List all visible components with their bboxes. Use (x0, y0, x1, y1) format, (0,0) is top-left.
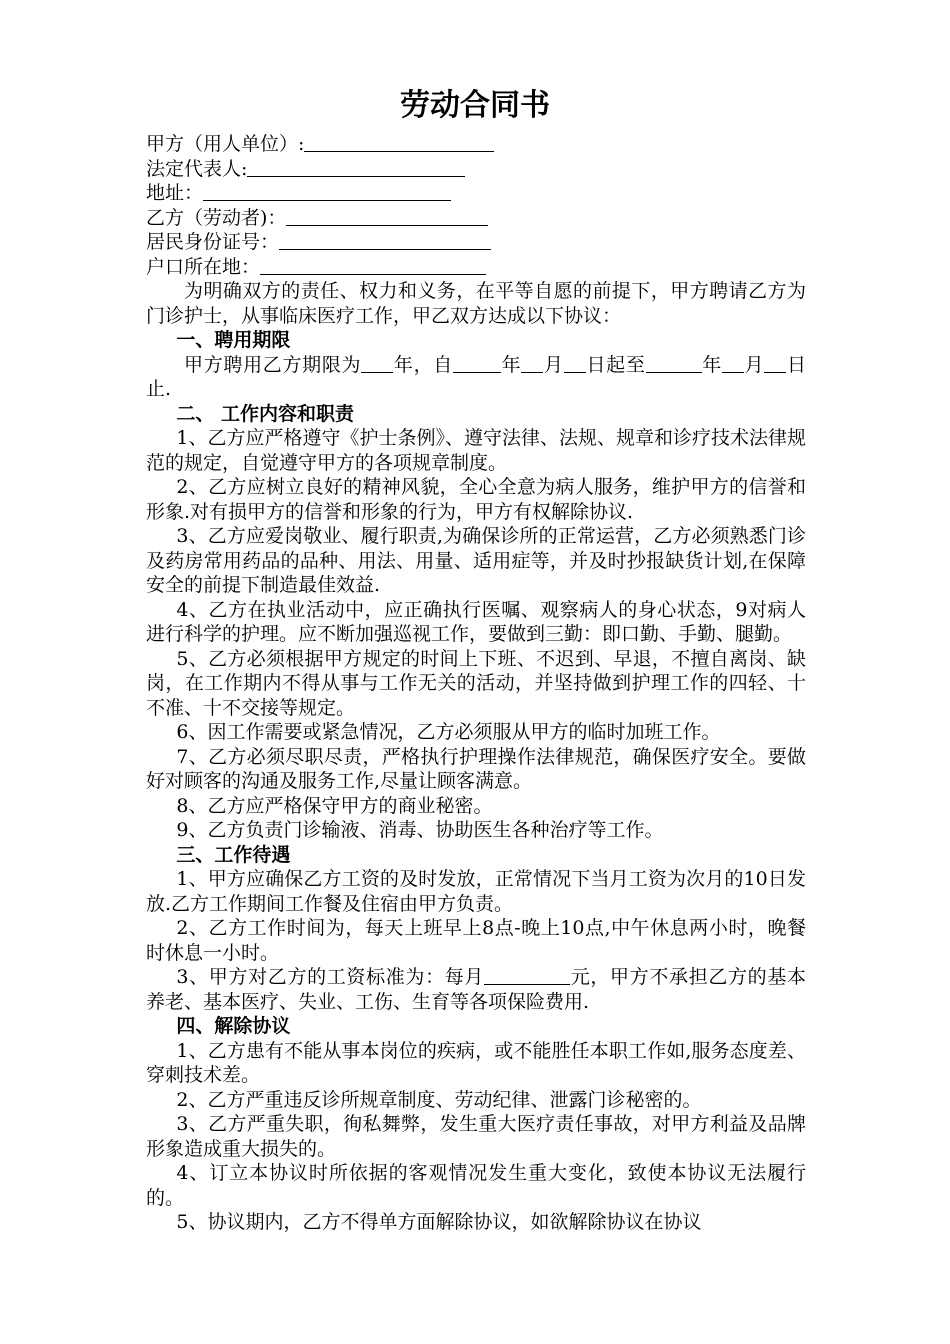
field-label: 甲方（用人单位）: (146, 133, 305, 155)
field-label: 居民身份证号： (146, 231, 280, 253)
compensation-item: 2、乙方工作时间为，每天上班早上8点-晚上10点,中午休息两小时，晚餐时休息一小时。 (146, 917, 806, 964)
text-run: 月 (743, 353, 765, 376)
term-paragraph (146, 353, 806, 402)
field-party-b (146, 206, 806, 231)
field-label: 户口所在地： (146, 255, 261, 278)
duty-item: 6、因工作需要或紧急情况，乙方必须服从甲方的临时加班工作。 (176, 721, 721, 743)
termination-item: 3、乙方严重失职，徇私舞弊，发生重大医疗责任事故，对甲方利益及品牌形象造成重大损失的。 (146, 1113, 806, 1160)
text-run: 年 (500, 353, 522, 376)
field-id-number (146, 230, 806, 255)
blank-line (279, 231, 491, 250)
blank-line (260, 256, 486, 275)
duty-item: 2、乙方应树立良好的精神风貌，全心全意为病人服务，维护甲方的信誉和形象.对有损甲方的信誉和形象的行为，甲方有权解除协议. (146, 476, 806, 523)
text-run: 日起至 (585, 353, 646, 376)
field-legal-rep (146, 157, 806, 182)
blank-line (304, 133, 494, 152)
termination-item: 2、乙方严重违反诊所规章制度、劳动纪律、泄露门诊秘密的。 (176, 1088, 702, 1111)
field-hukou (146, 255, 806, 280)
duty-item: 1、乙方应严格遵守《护士条例》、遵守法律、法规、规章和诊疗技术法律规范的规定，自觉遵守甲方的各项规章制度。 (146, 427, 806, 474)
duty-item: 8、乙方应严格保守甲方的商业秘密。 (176, 794, 493, 817)
compensation-item: 1、甲方应确保乙方工资的及时发放，正常情况下当月工资为次月的10日发放.乙方工作期间工作餐及住宿由甲方负责。 (146, 868, 806, 915)
duty-item: 7、乙方必须尽职尽责，严格执行护理操作法律规范，确保医疗安全。要做好对顾客的沟通及服务工作,尽量让顾客满意。 (146, 745, 806, 792)
blank-line (722, 354, 744, 373)
blank-line (764, 354, 786, 373)
duty-item: 5、乙方必须根据甲方规定的时间上下班、不迟到、早退，不擅自离岗、缺岗，在工作期内不得从事与工作无关的活动，并坚持做到护理工作的四轻、十不准、十不交接等规定。 (146, 647, 806, 719)
section-heading-compensation: 三、工作待遇 (176, 843, 291, 866)
field-label: 乙方（劳动者)： (146, 206, 287, 229)
blank-line (453, 354, 501, 373)
text-run: 元，甲方不承担乙方的基本养老、基本医疗、失业、工伤、生育等各项保险费用. (146, 966, 806, 1013)
section-heading-term: 一、聘用期限 (176, 329, 291, 351)
termination-item: 1、乙方患有不能从事本岗位的疾病，或不能胜任本职工作如,服务态度差、穿刺技术差。 (146, 1039, 806, 1086)
field-label: 法定代表人: (146, 157, 248, 180)
blank-line (564, 354, 586, 373)
blank-line (361, 354, 393, 373)
text-run: 年，自 (393, 353, 453, 376)
section-heading-termination: 四、解除协议 (176, 1015, 291, 1037)
duty-item: 9、乙方负责门诊输液、消毒、协助医生各种治疗等工作。 (176, 819, 664, 841)
salary-blank-line (484, 966, 570, 985)
document-body (146, 132, 806, 1235)
blank-line (203, 182, 451, 201)
blank-line (247, 158, 465, 177)
duty-item: 3、乙方应爱岗敬业、履行职责,为确保诊所的正常运营，乙方必须熟悉门诊及药房常用药品的品种、用法、用量、适用症等，并及时抄报缺货计划,在保障安全的前提下制造最佳效益. (146, 525, 806, 596)
termination-item: 5、协议期内，乙方不得单方面解除协议，如欲解除协议在协议 (176, 1211, 702, 1233)
document-title: 劳动合同书 (400, 88, 550, 123)
duty-item: 4、乙方在执业活动中，应正确执行医嘱、观察病人的身心状态，9对病人进行科学的护理。应不断加强巡视工作，要做到三勤：即口勤、手勤、腿勤。 (146, 598, 806, 645)
text-run: 月 (543, 353, 564, 376)
text-run: 3、甲方对乙方的工资标准为：每月 (176, 966, 485, 988)
section-heading-duties: 二、 工作内容和职责 (176, 402, 355, 425)
blank-line (646, 354, 702, 373)
text-run: 甲方聘用乙方期限为 (184, 353, 362, 376)
text-run: 年 (701, 353, 722, 376)
blank-line (521, 354, 543, 373)
compensation-item (146, 965, 806, 1014)
termination-item: 4、订立本协议时所依据的客观情况发生重大变化，致使本协议无法履行的。 (146, 1162, 806, 1209)
field-address (146, 181, 806, 206)
blank-line (286, 207, 488, 226)
text-run: 日止. (146, 353, 806, 400)
intro-paragraph: 为明确双方的责任、权力和义务，在平等自愿的前提下，甲方聘请乙方为门诊护士，从事临床医疗工作，甲乙双方达成以下协议： (146, 280, 806, 327)
field-label: 地址： (146, 182, 204, 204)
field-party-a (146, 132, 806, 157)
